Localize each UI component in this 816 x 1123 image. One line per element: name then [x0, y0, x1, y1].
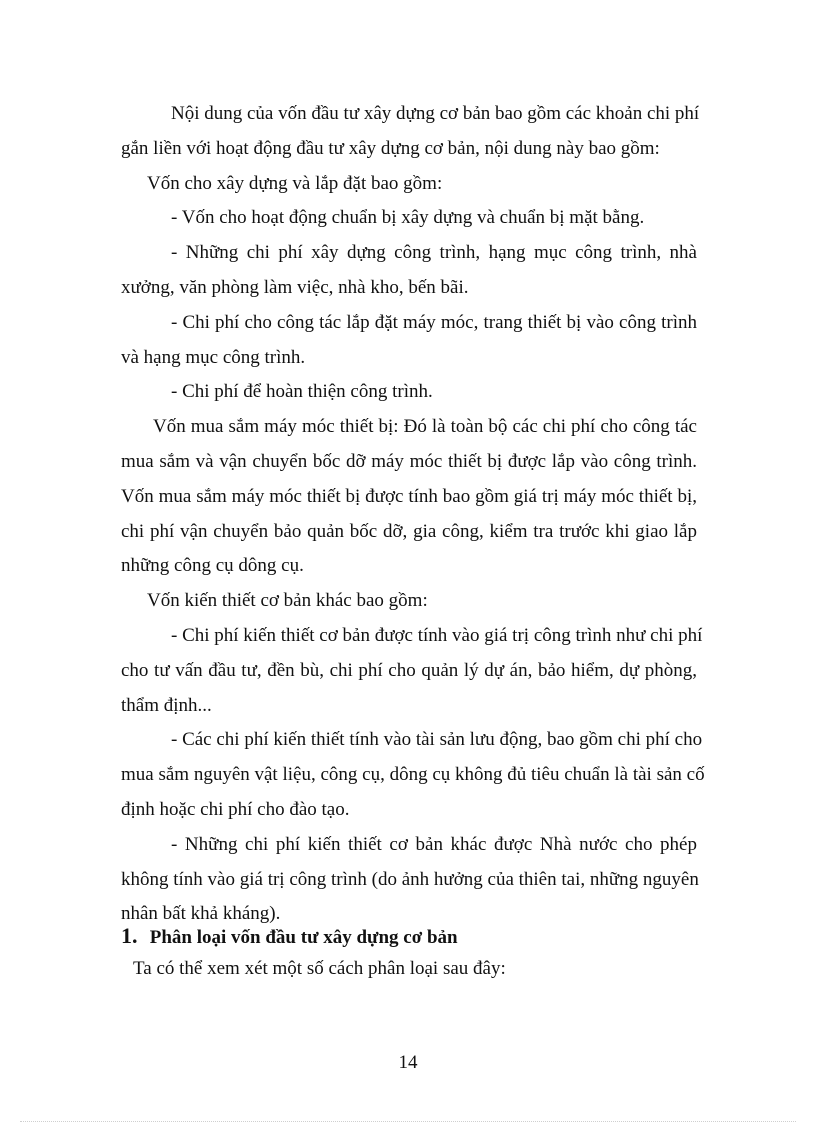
page-bottom-border: [20, 1121, 796, 1122]
text-line: nhân bất khả kháng).: [121, 903, 281, 925]
body-text: [121, 97, 705, 932]
text-line: gắn liền với hoạt động đầu tư xây dựng cơ bản, nội dung này bao gồm:: [121, 137, 660, 159]
text-line: Vốn mua sắm máy móc thiết bị được tính bao gồm giá trị máy móc thiết bị,: [121, 485, 697, 507]
paragraph: [121, 306, 697, 376]
text-line: - Chi phí để hoàn thiện công trình.: [171, 381, 433, 403]
text-line: không tính vào giá trị công trình (do ảnh hưởng của thiên tai, những nguyên: [121, 868, 699, 890]
text-line: - Những chi phí kiến thiết cơ bản khác được Nhà nước cho phép: [171, 833, 697, 855]
text-line: - Vốn cho hoạt động chuẩn bị xây dựng và chuẩn bị mặt bằng.: [171, 207, 645, 229]
text-line: định hoặc chi phí cho đào tạo.: [121, 798, 350, 820]
paragraph: [121, 375, 697, 410]
text-line: Vốn kiến thiết cơ bản khác bao gồm:: [147, 590, 428, 612]
paragraph: [121, 584, 697, 619]
text-line: - Những chi phí xây dựng công trình, hạng mục công trình, nhà: [171, 242, 697, 264]
paragraph: [121, 828, 697, 932]
text-line: - Các chi phí kiến thiết tính vào tài sản lưu động, bao gồm chi phí cho: [171, 729, 703, 751]
text-line: và hạng mục công trình.: [121, 346, 306, 368]
paragraph: [121, 723, 705, 827]
text-line: Nội dung của vốn đầu tư xây dựng cơ bản bao gồm các khoản chi phí: [171, 103, 700, 124]
paragraph: [121, 236, 697, 306]
section-heading: [121, 923, 458, 949]
text-line: những công cụ dông cụ.: [121, 555, 304, 577]
text-line: thẩm định...: [121, 694, 212, 716]
text-line: - Chi phí cho công tác lắp đặt máy móc, trang thiết bị vào công trình: [171, 311, 697, 333]
text-line: Vốn cho xây dựng và lắp đặt bao gồm:: [147, 172, 443, 194]
text-line: Vốn mua sắm máy móc thiết bị: Đó là toàn bộ các chi phí cho công tác: [153, 416, 697, 438]
text-line: mua sắm và vận chuyển bốc dỡ máy móc thiết bị được lắp vào công trình.: [121, 450, 697, 472]
text-line: mua sắm nguyên vật liệu, công cụ, dông cụ không đủ tiêu chuẩn là tài sản cố: [121, 764, 705, 786]
section-number: 1.: [121, 923, 138, 948]
text-line: xưởng, văn phòng làm việc, nhà kho, bến bãi.: [121, 276, 469, 298]
intro-sentence: Ta có thể xem xét một số cách phân loại sau đây:: [133, 958, 506, 979]
text-line: cho tư vấn đầu tư, đền bù, chi phí cho quản lý dự án, bảo hiểm, dự phòng,: [121, 659, 697, 681]
paragraph: [121, 167, 697, 202]
paragraph: [121, 201, 697, 236]
text-line: - Chi phí kiến thiết cơ bản được tính vào giá trị công trình như chi phí: [171, 624, 703, 646]
paragraph: [121, 97, 700, 167]
section-title: Phân loại vốn đầu tư xây dựng cơ bản: [149, 927, 458, 948]
paragraph: [121, 410, 697, 584]
page-number: 14: [398, 1052, 418, 1073]
paragraph: [121, 619, 703, 723]
text-line: chi phí vận chuyển bảo quản bốc dỡ, gia công, kiểm tra trước khi giao lắp: [121, 520, 697, 542]
